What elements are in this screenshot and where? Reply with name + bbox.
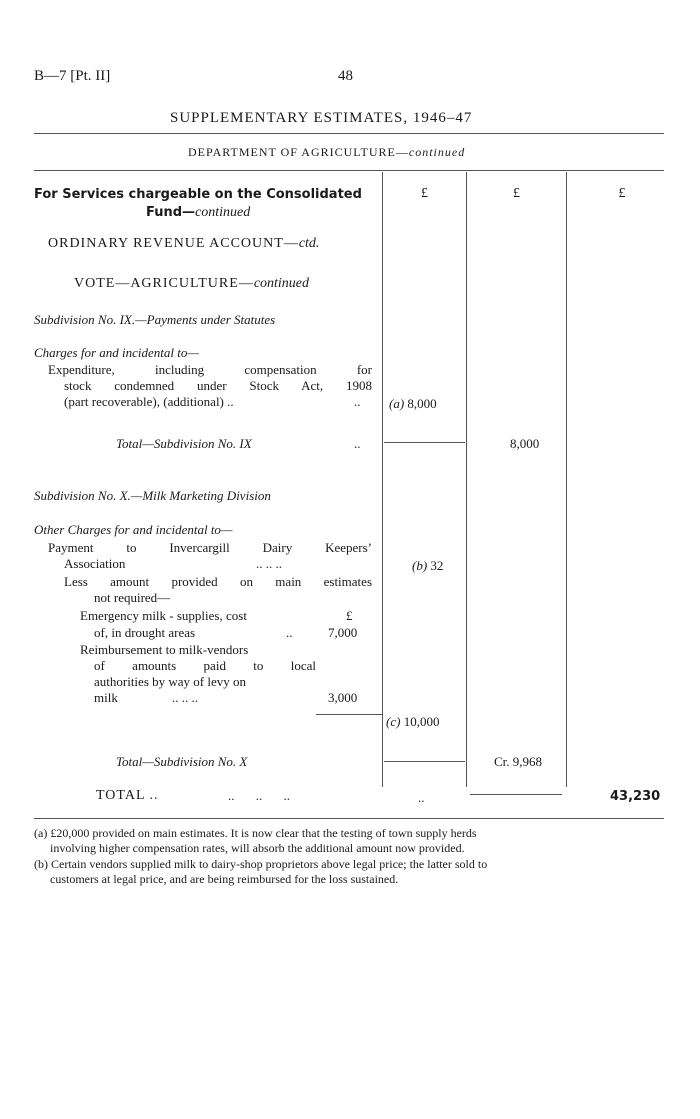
reimbursement-line-4: milk <box>94 690 118 705</box>
expenditure-line-1: Expenditure, including compensation for <box>48 362 372 377</box>
grand-total-amount: 43,230 <box>610 789 661 804</box>
vote-main: VOTE—AGRICULTURE— <box>74 276 254 291</box>
payment-amount <box>412 558 443 574</box>
services-fund: Fund— <box>146 205 196 220</box>
subdivision-x-heading: Subdivision No. X.—Milk Marketing Division <box>34 488 271 503</box>
subdivision-x-subtotal-rule <box>384 761 465 762</box>
less-line-1: Less amount provided on main estimates <box>64 574 372 589</box>
department-main: DEPARTMENT OF AGRICULTURE— <box>188 145 409 159</box>
expenditure-line-3: (part recoverable), (additional) .. <box>64 394 234 409</box>
services-heading-line1: For Services chargeable on the Consolidated <box>34 187 362 202</box>
parliamentary-reference: B—7 [Pt. II] <box>34 68 111 84</box>
emergency-dots: .. <box>286 625 293 640</box>
emergency-currency: £ <box>346 608 353 623</box>
subdivision-ix-charges-heading: Charges for and incidental to— <box>34 345 199 360</box>
column-separator-2 <box>466 172 467 787</box>
payment-line-1: Payment to Invercargill Dairy Keepers’ <box>48 540 372 555</box>
payment-line-2: Association <box>64 556 126 571</box>
services-continued: continued <box>195 205 251 220</box>
less-subtotal-rule <box>316 714 382 715</box>
less-line-2: not required— <box>94 590 171 605</box>
department-continued: continued <box>408 145 466 159</box>
less-total-value: 10,000 <box>403 714 440 729</box>
footnote-a-line-1: (a) £20,000 provided on main estimates. It is now clear that the testing of town supply herds <box>34 826 477 840</box>
payment-value: 32 <box>430 558 444 573</box>
subdivision-ix-total-dots: .. <box>354 436 361 451</box>
table-bottom-rule <box>34 818 664 819</box>
footnote-ref-c: (c) <box>386 714 401 729</box>
reimbursement-line-2: of amounts paid to local <box>94 658 316 673</box>
emergency-line-1: Emergency milk - supplies, cost <box>80 608 247 623</box>
title-rule <box>34 133 664 134</box>
account-main: ORDINARY REVENUE ACCOUNT— <box>48 236 299 251</box>
expenditure-value: 8,000 <box>407 396 437 411</box>
table-top-rule <box>34 170 664 171</box>
reimbursement-line-3: authorities by way of levy on <box>94 674 246 689</box>
column-separator-1 <box>382 172 383 787</box>
subdivision-ix-subtotal-rule <box>384 442 465 443</box>
document-title: SUPPLEMENTARY ESTIMATES, 1946–47 <box>170 110 473 126</box>
grand-total-rule <box>470 794 562 795</box>
subdivision-ix-total-label: Total—Subdivision No. IX <box>116 436 252 451</box>
account-heading <box>48 236 319 252</box>
reimbursement-dots: .. .. .. <box>172 690 198 705</box>
expenditure-line-2: stock condemned under Stock Act, 1908 <box>64 378 372 393</box>
services-heading-line2 <box>146 205 250 221</box>
column-1-currency: £ <box>421 186 428 201</box>
payment-dots: .. .. .. <box>256 556 282 571</box>
emergency-line-2: of, in drought areas <box>94 625 196 640</box>
reimbursement-line-1: Reimbursement to milk-vendors <box>80 642 249 657</box>
reimbursement-amount: 3,000 <box>328 690 358 705</box>
expenditure-amount <box>389 396 437 412</box>
grand-total-column-1-dots: .. <box>418 790 425 805</box>
less-total-amount <box>386 714 439 730</box>
expenditure-dots: .. <box>354 394 361 409</box>
subdivision-ix-heading: Subdivision No. IX.—Payments under Statutes <box>34 312 276 327</box>
footnote-a-line-2: involving higher compensation rates, will absorb the additional amount now provided. <box>50 841 465 855</box>
emergency-amount: 7,000 <box>328 625 358 640</box>
column-separator-3 <box>566 172 567 787</box>
column-3-currency: £ <box>618 186 626 201</box>
vote-heading <box>74 276 309 292</box>
department-heading <box>188 145 465 160</box>
column-2-currency: £ <box>513 186 520 201</box>
vote-continued: continued <box>253 276 310 291</box>
page-number: 48 <box>338 68 353 84</box>
footnote-b-line-2: customers at legal price, and are being reimbursed for the loss sustained. <box>50 872 399 886</box>
footnote-b-line-1: (b) Certain vendors supplied milk to dairy-shop proprietors above legal price; the latter sold to <box>34 857 488 871</box>
subdivision-x-total-amount: Cr. 9,968 <box>494 754 543 769</box>
grand-total-dots: .. .. .. <box>228 788 290 803</box>
account-continued: ctd. <box>298 236 320 251</box>
grand-total-label: TOTAL .. <box>96 788 159 803</box>
subdivision-ix-total-amount: 8,000 <box>510 436 540 451</box>
footnote-ref-a: (a) <box>389 396 405 411</box>
subdivision-x-total-label: Total—Subdivision No. X <box>116 754 248 769</box>
footnote-ref-b: (b) <box>412 558 428 573</box>
subdivision-x-charges-heading: Other Charges for and incidental to— <box>34 522 233 537</box>
